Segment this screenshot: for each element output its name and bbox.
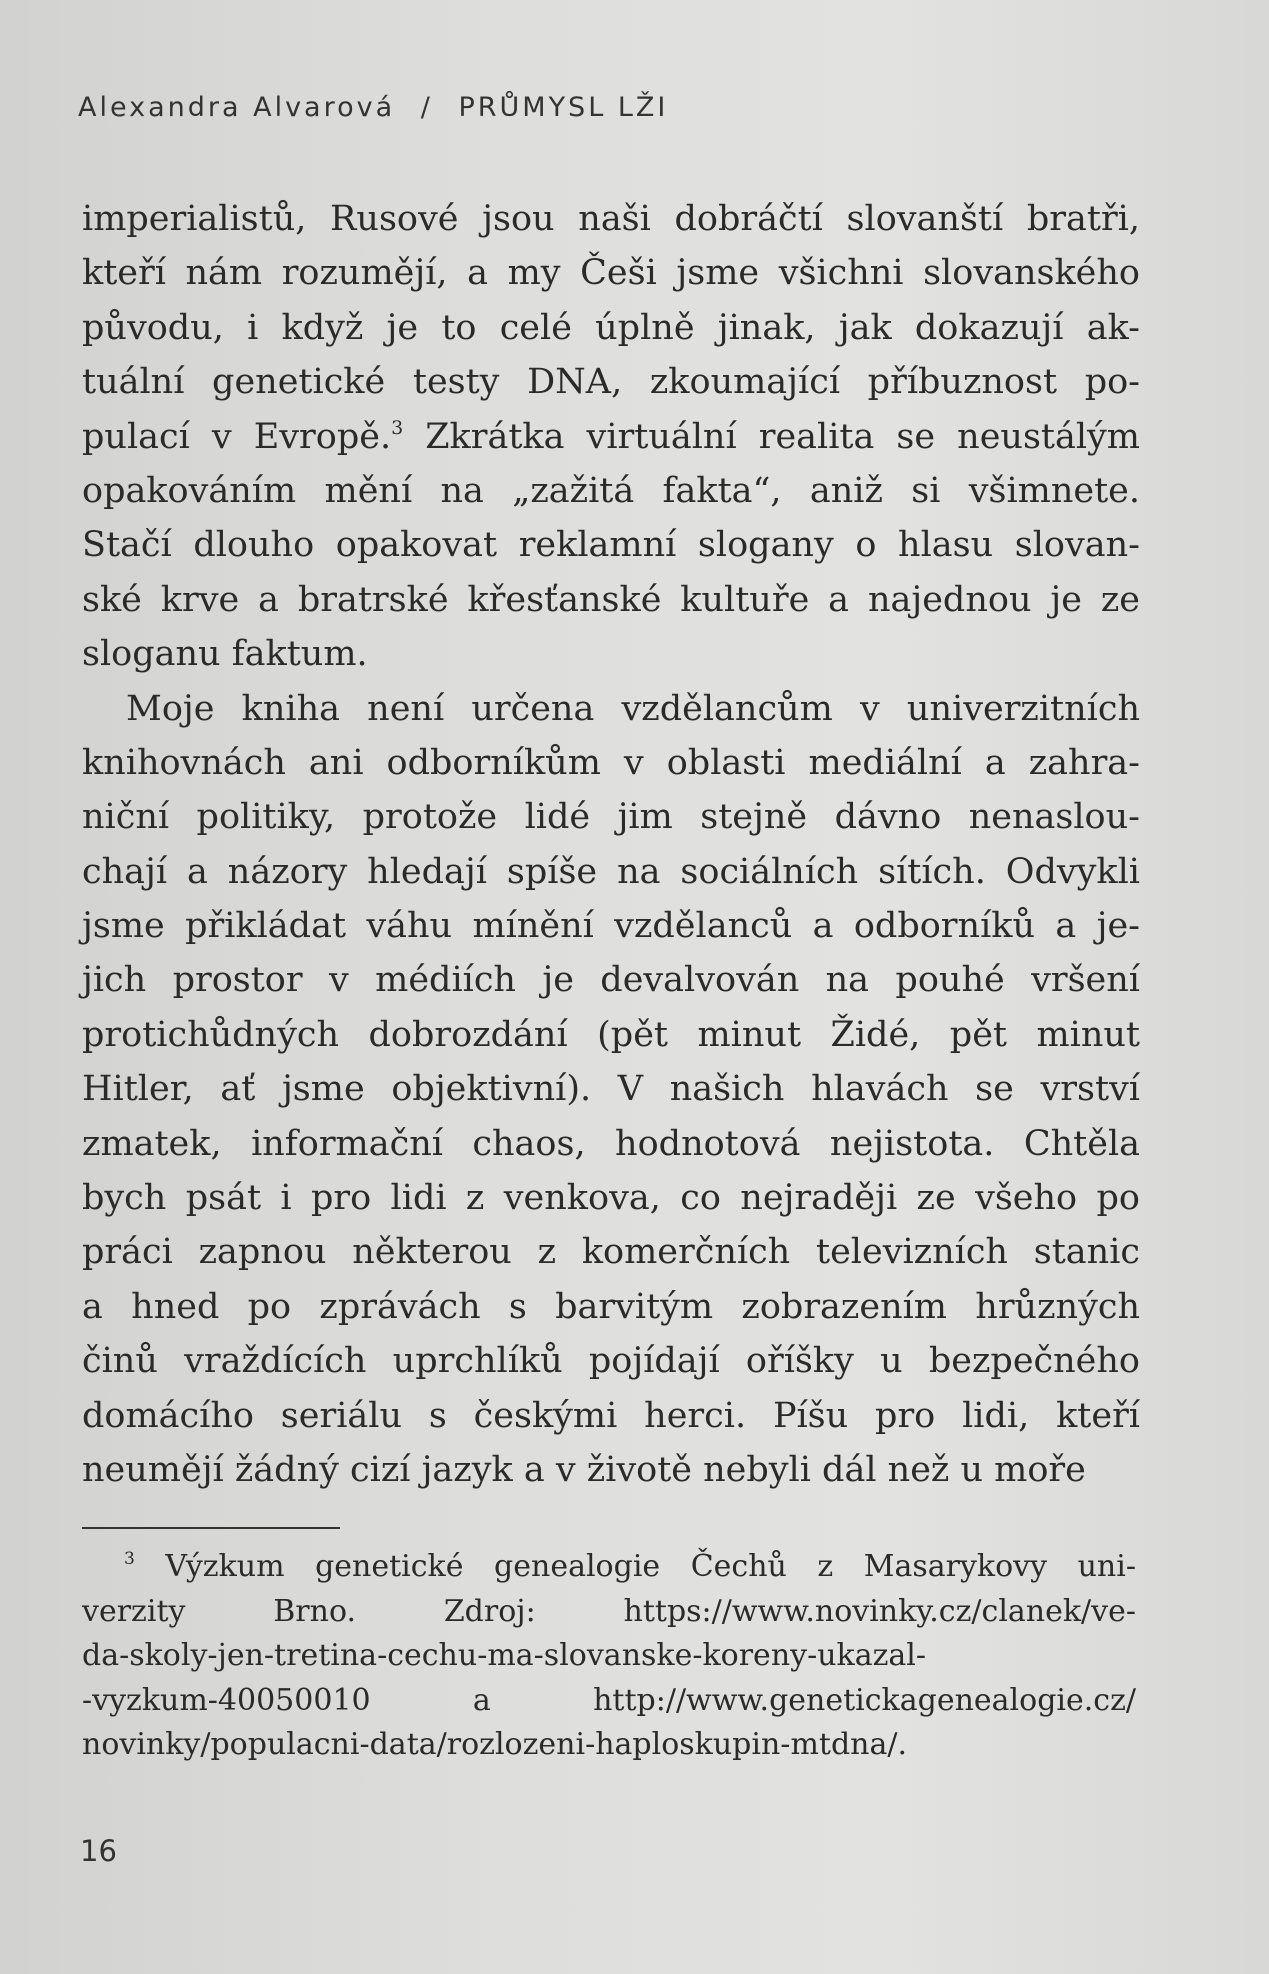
text-line: tuální genetické testy DNA, zkoumající příbuznost po-	[82, 362, 1140, 403]
text-line: původu, i když je to celé úplně jinak, jak dokazují ak-	[82, 307, 1140, 348]
running-head-title: PRŮMYSL LŽI	[458, 92, 669, 123]
running-head-author: Alexandra Alvarová	[78, 92, 396, 123]
text-line: bych psát i pro lidi z venkova, co nejraději ze všeho po	[82, 1178, 1140, 1219]
text-line: protichůdných dobrozdání (pět minut Židé, pět minut	[82, 1014, 1140, 1055]
text-line: zmatek, informační chaos, hodnotová nejistota. Chtěla	[82, 1123, 1140, 1164]
text-line-with-footnote-ref	[82, 410, 1140, 464]
text-line: neumějí žádný cizí jazyk a v životě nebyli dál než u moře	[82, 1449, 1086, 1490]
text-line: ské krve a bratrské křesťanské kultuře a najednou je ze	[82, 579, 1140, 620]
text-line: Hitler, ať jsme objektivní). V našich hlavách se vrství	[82, 1069, 1140, 1110]
paragraph-first-line: Moje kniha není určena vzdělancům v univerzitních	[126, 688, 1140, 729]
footnote-reference: 3	[391, 416, 404, 439]
text-line: knihovnách ani odborníkům v oblasti mediální a zahra-	[82, 742, 1140, 783]
text-line: niční politiky, protože lidé jim stejně dávno nenaslou-	[82, 797, 1140, 838]
text-line: opakováním mění na „zažitá fakta“, aniž si všimnete.	[82, 470, 1140, 511]
footnote-marker: 3	[124, 1549, 135, 1569]
page-number: 16	[80, 1834, 117, 1868]
text-line: a hned po zprávách s barvitým zobrazením hrůzných	[82, 1286, 1140, 1327]
footnote-line: verzity Brno. Zdroj: https://www.novinky.cz/clanek/ve-	[82, 1593, 1136, 1629]
text-line: imperialistů, Rusové jsou naši dobráčtí slovanští bratři,	[82, 199, 1140, 239]
footnote-line: -vyzkum-40050010 a http://www.genetickagenealogie.cz/	[82, 1682, 1136, 1718]
footnote-line: da-skoly-jen-tretina-cechu-ma-slovanske-koreny-ukazal-	[82, 1638, 927, 1673]
text-line: práci zapnou některou z komerčních televizních stanic	[82, 1232, 1140, 1273]
text-line: jich prostor v médiích je devalvován na pouhé vršení	[82, 960, 1140, 1001]
footnote-line: novinky/populacni-data/rozlozeni-haploskupin-mtdna/.	[82, 1727, 907, 1762]
text-line: domácího seriálu s českými herci. Píšu pro lidi, kteří	[82, 1395, 1140, 1436]
text-line: sloganu faktum.	[82, 634, 368, 675]
running-head	[78, 92, 668, 123]
footnote-line	[82, 1545, 1136, 1590]
text-segment: pulací v Evropě.	[82, 416, 392, 457]
footnote-separator-rule	[82, 1527, 340, 1529]
text-line: kteří nám rozumějí, a my Češi jsme všichni slovanského	[82, 253, 1140, 294]
text-line: Stačí dlouho opakovat reklamní slogany o hlasu slovan-	[82, 525, 1140, 566]
text-line: chají a názory hledají spíše na sociálních sítích. Odvykli	[82, 851, 1140, 892]
text-segment: Zkrátka virtuální realita se neustálým	[425, 416, 1140, 457]
text-line: jsme přikládat váhu mínění vzdělanců a odborníků a je-	[82, 906, 1140, 947]
body-text	[82, 192, 1140, 1497]
text-line: činů vraždících uprchlíků pojídají oříšky u bezpečného	[82, 1341, 1140, 1382]
footnote-text: Výzkum genetické genealogie Čechů z Masarykovy uni-	[165, 1549, 1136, 1584]
running-head-separator: /	[420, 92, 433, 123]
footnote	[82, 1545, 1136, 1768]
